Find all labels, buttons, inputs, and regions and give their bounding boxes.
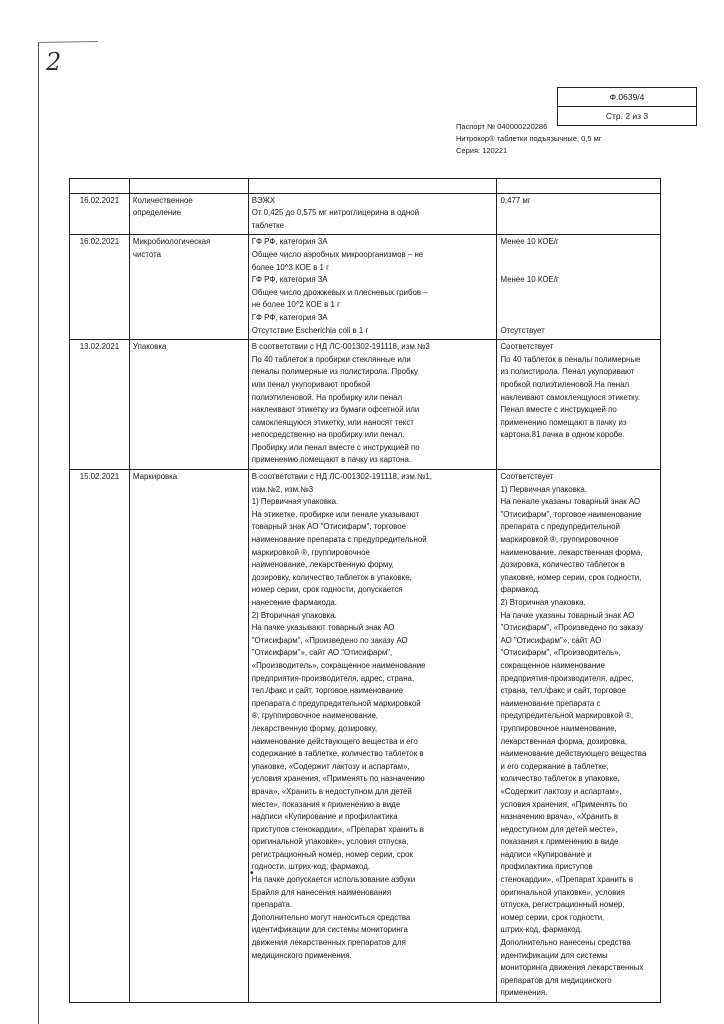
date-cell bbox=[70, 470, 130, 1003]
requirement-line: непосредственно на пробирку или пенал. bbox=[251, 430, 405, 440]
requirement-line: В соответствии с НД ЛС-001302-191118, изм.№1, bbox=[251, 472, 432, 482]
result-line: упаковке, номер серии, срок годности, bbox=[500, 572, 642, 582]
result-line: На пачке указаны товарный знак АО bbox=[500, 610, 635, 620]
result-line: идентификации для системы bbox=[500, 950, 608, 960]
result-cell bbox=[497, 193, 661, 235]
requirement-line: медицинского применения. bbox=[251, 950, 352, 960]
handwritten-page-number: 2 bbox=[46, 48, 62, 76]
test-name-cell bbox=[129, 470, 248, 1003]
requirement-line: движения лекарственных препаратов для bbox=[251, 938, 406, 948]
date-text: 13.02.2021 bbox=[79, 342, 120, 352]
result-line: предприятия-производителя, адрес, bbox=[500, 673, 634, 683]
result-line: По 40 таблеток в пеналы полимерные bbox=[500, 354, 641, 364]
result-line: картона.81 пачка в одном коробе. bbox=[500, 430, 625, 440]
requirement-line: оригинальной упаковке», условия отпуска, bbox=[251, 837, 409, 847]
test-name-line: Упаковка bbox=[132, 342, 167, 352]
requirement-line: 1) Первичная упаковка. bbox=[251, 497, 339, 507]
result-line: стенокардии», «Препарат хранить в bbox=[500, 875, 634, 885]
requirement-line: ГФ РФ, категория 3А bbox=[251, 312, 328, 322]
result-line: препаратов для медицинского bbox=[500, 975, 612, 985]
result-line: мониторинга движения лекарственных bbox=[500, 963, 644, 973]
requirement-line: По 40 таблеток в пробирки стеклянные или bbox=[251, 354, 411, 364]
requirement-line: упаковке, «Содержит лактозу и аспартам», bbox=[251, 761, 410, 771]
requirement-line: «Производитель», сокращенное наименование bbox=[251, 660, 426, 670]
requirement-line: идентификации для системы мониторинга bbox=[251, 925, 408, 935]
requirement-line: условия хранения, «Применять по назначению bbox=[251, 774, 425, 784]
blank-line bbox=[500, 312, 657, 325]
requirement-line: "Отисифарм"», сайт АО "Отисифарм", bbox=[251, 648, 393, 658]
requirement-line: наименование, лекарственную форму, bbox=[251, 560, 394, 570]
requirement-line: приступов стенокардии», «Препарат хранить в bbox=[251, 824, 424, 834]
table-body bbox=[70, 193, 661, 1002]
requirement-line: На пачке указывают товарный знак АО bbox=[251, 623, 395, 633]
requirement-line: не более 10^2 КОЕ в 1 г bbox=[251, 300, 340, 310]
result-line: недоступном для детей месте», bbox=[500, 824, 618, 834]
requirement-line: тел./факс и сайт, торговое наименование bbox=[251, 686, 404, 696]
result-cell bbox=[497, 235, 661, 340]
date-cell bbox=[70, 193, 130, 235]
blank-line bbox=[500, 262, 657, 275]
result-line: "Отисифарм", «Произведено по заказу bbox=[500, 623, 644, 633]
requirement-line: годности, штрих-код, фармакод. bbox=[251, 862, 371, 872]
requirement-line: наклеивают этикетку из бумаги офсетной или bbox=[251, 405, 420, 415]
test-name-line: Маркировка bbox=[132, 472, 178, 482]
requirement-line: От 0,425 до 0,575 мг нитроглицерина в одной bbox=[251, 208, 419, 218]
requirement-line: самоклеящуюся этикетку, или наносят текст bbox=[251, 417, 414, 427]
blank-line bbox=[500, 299, 657, 312]
requirement-line: маркировкой ®, группировочное bbox=[251, 547, 370, 557]
result-line: лекарственная форма, дозировка, bbox=[500, 736, 628, 746]
result-line: условия хранения, «Применять по bbox=[500, 799, 628, 809]
table-header-row bbox=[70, 179, 661, 194]
requirement-line: ГФ РФ, категория 3А bbox=[251, 275, 328, 285]
blank-line bbox=[500, 287, 657, 300]
requirement-line: 2) Вторичная упаковка. bbox=[251, 610, 337, 620]
requirement-cell bbox=[248, 470, 497, 1003]
table-row bbox=[70, 470, 661, 1003]
result-line: группировочное наименование, bbox=[500, 723, 617, 733]
result-line: АО "Отисифарм"», сайт АО bbox=[500, 635, 602, 645]
requirement-line: изм.№2, изм.№3 bbox=[251, 484, 314, 494]
requirement-line: В соответствии с НД ЛС-001302-191118, изм.№3 bbox=[251, 342, 430, 352]
test-results-table bbox=[69, 178, 661, 1003]
test-name-line: определение bbox=[132, 208, 182, 218]
result-line: Дополнительно нанесены средства bbox=[500, 938, 631, 948]
result-cell bbox=[497, 470, 661, 1003]
result-line: надписи «Купирование и bbox=[500, 849, 592, 859]
requirement-line: На этикетке, пробирке или пенале указывают bbox=[251, 509, 420, 519]
result-line: Пенал вместе с инструкцией по bbox=[500, 405, 617, 415]
test-name-line: Количественное bbox=[132, 195, 193, 205]
requirement-line: Пробирку или пенал вместе с инструкцией по bbox=[251, 442, 420, 452]
requirement-line: дозировку, количество таблеток в упаковке, bbox=[251, 572, 412, 582]
result-line: наименование действующего вещества bbox=[500, 749, 647, 759]
result-line: дозировка, количество таблеток в bbox=[500, 560, 625, 570]
result-line: применению помещают в пачку из bbox=[500, 417, 627, 427]
requirement-line: ГФ РФ, категория 3А bbox=[251, 237, 328, 247]
requirement-line: врача», «Хранить в недоступном для детей bbox=[251, 786, 412, 796]
result-line: количество таблеток в упаковке, bbox=[500, 774, 620, 784]
requirement-line: Общее число аэробных микроорганизмов – не bbox=[251, 249, 424, 259]
result-line: На пенале указаны товарный знак АО bbox=[500, 497, 641, 507]
requirement-line: лекарственную форму, дозировку, bbox=[251, 723, 378, 733]
passport-number: Паспорт № 040000220286 bbox=[456, 122, 548, 131]
requirement-line: препарата. bbox=[251, 900, 293, 910]
requirement-line: товарный знак АО "Отисифарм", торговое bbox=[251, 522, 407, 532]
result-line: сокращенное наименование bbox=[500, 660, 605, 670]
result-line: «Содержит лактозу и аспартам», bbox=[500, 786, 622, 796]
document-header bbox=[456, 121, 602, 157]
result-line: наименование препарата с bbox=[500, 698, 601, 708]
result-line: оригинальной упаковке», условия bbox=[500, 887, 625, 897]
result-line: из полистирола. Пенал укупоривают bbox=[500, 367, 635, 377]
result-line: Соответствует bbox=[500, 342, 554, 352]
page-edge bbox=[38, 42, 39, 1024]
date-cell bbox=[70, 340, 130, 470]
test-name-cell bbox=[129, 340, 248, 470]
requirement-line: или пенал укупоривают пробкой bbox=[251, 379, 371, 389]
date-text: 16.02.2021 bbox=[79, 195, 120, 205]
result-line: пробкой полиэтиленовой.На пенал bbox=[500, 379, 630, 389]
result-line: 1) Первичная упаковка. bbox=[500, 484, 587, 494]
test-name-line: чистота bbox=[132, 249, 162, 259]
result-line: 2) Вторичная упаковка. bbox=[500, 598, 586, 607]
requirement-line: наименование действующего вещества и его bbox=[251, 736, 418, 746]
requirement-line: На пачке допускается использование азбуки bbox=[251, 875, 416, 885]
requirement-line: полиэтиленовой. На пробирку или пенал bbox=[251, 392, 403, 402]
result-line: Менее 10 КОЕ/г bbox=[500, 275, 559, 285]
result-line: профилактика приступов bbox=[500, 862, 593, 872]
requirement-line: Дополнительно могут наноситься средства bbox=[251, 912, 411, 922]
requirement-line: номер серии, срок годности, допускается bbox=[251, 585, 403, 595]
requirement-line: "Отисифарм", «Произведено по заказу АО bbox=[251, 635, 408, 645]
requirement-line: более 10^3 КОЕ в 1 г bbox=[251, 262, 330, 272]
requirement-line: Брайля для нанесения наименования bbox=[251, 887, 392, 897]
requirement-line: нанесение фармакода. bbox=[251, 598, 337, 607]
requirement-line: ВЭЖХ bbox=[251, 195, 276, 205]
requirement-cell bbox=[248, 235, 497, 340]
requirement-line: надписи «Купирование и профилактика bbox=[251, 812, 398, 822]
result-line: применения. bbox=[500, 988, 548, 998]
date-cell bbox=[70, 235, 130, 340]
result-line: предупредительной маркировкой ®, bbox=[500, 711, 634, 721]
blank-line bbox=[500, 249, 657, 262]
result-cell bbox=[497, 340, 661, 470]
requirement-line: таблетке bbox=[251, 220, 285, 230]
result-line: "Отисифарм", «Производитель», bbox=[500, 648, 621, 658]
requirement-line: регистрационный номер, номер серии, срок bbox=[251, 849, 413, 859]
test-name-cell bbox=[129, 193, 248, 235]
requirement-line: Отсутствие Escherichia coli в 1 г bbox=[251, 325, 369, 335]
series-number: Серия: 120221 bbox=[456, 146, 508, 155]
requirement-line: наименование препарата с предупредительной bbox=[251, 535, 427, 545]
result-line: номер серии, срок годности, bbox=[500, 912, 605, 922]
requirement-line: препарата с предупредительной маркировкой bbox=[251, 698, 421, 708]
result-line: препарата с предупредительной bbox=[500, 522, 620, 532]
result-line: страна, тел./факс и сайт, торговое bbox=[500, 686, 626, 696]
result-line: Менее 10 КОЕ/г bbox=[500, 237, 559, 247]
result-line: показания к применению в виде bbox=[500, 837, 619, 847]
result-line: назначению врача», «Хранить в bbox=[500, 812, 619, 822]
test-name-cell bbox=[129, 235, 248, 340]
requirement-line: Общее число дрожжевых и плесневых грибов – bbox=[251, 287, 428, 297]
result-line: 0,477 мг bbox=[500, 195, 531, 205]
result-line: и его содержание в таблетке, bbox=[500, 761, 609, 771]
requirement-cell bbox=[248, 193, 497, 235]
test-name-line: Микробиологическая bbox=[132, 237, 211, 247]
result-line: наименование, лекарственная форма, bbox=[500, 547, 643, 557]
requirement-line: ®, группировочное наименование, bbox=[251, 711, 379, 721]
result-line: Соответствует bbox=[500, 472, 554, 482]
product-name: Нитрокор® таблетки подъязычные, 0,5 мг bbox=[456, 134, 602, 143]
requirement-line: содержание в таблетке, количество таблеток в bbox=[251, 749, 424, 759]
requirement-line: предприятия-производителя, адрес, страна, bbox=[251, 673, 415, 683]
requirement-cell bbox=[248, 340, 497, 470]
table-row bbox=[70, 235, 661, 340]
requirement-line: пеналы полимерные из полистирола. Пробку bbox=[251, 367, 419, 377]
result-line: наклеивают самоклеящуюся этикетку. bbox=[500, 392, 641, 402]
table-row bbox=[70, 340, 661, 470]
result-line: маркировкой ®, группировочное bbox=[500, 535, 619, 545]
form-code: Ф.0639/4 bbox=[558, 88, 696, 107]
stray-mark: • bbox=[250, 868, 254, 879]
table-row bbox=[70, 193, 661, 235]
requirement-line: применению помещают в пачку из картона. bbox=[251, 455, 412, 465]
result-line: штрих-код, фармакод. bbox=[500, 925, 583, 935]
page-counter: Стр. 2 из 3 bbox=[605, 111, 649, 121]
result-line: фармакод. bbox=[500, 585, 541, 595]
result-line: "Отисифарм", торговое наименование bbox=[500, 509, 642, 519]
header-mark: ' bbox=[248, 178, 251, 185]
result-line: Отсутствует bbox=[500, 325, 545, 335]
date-text: 16.02.2021 bbox=[79, 237, 120, 247]
result-line: отпуска, регистрационный номер, bbox=[500, 900, 625, 910]
page-edge-top bbox=[38, 41, 98, 43]
date-text: 15.02.2021 bbox=[79, 472, 120, 482]
requirement-line: месте», показания к применению в виде bbox=[251, 799, 401, 809]
